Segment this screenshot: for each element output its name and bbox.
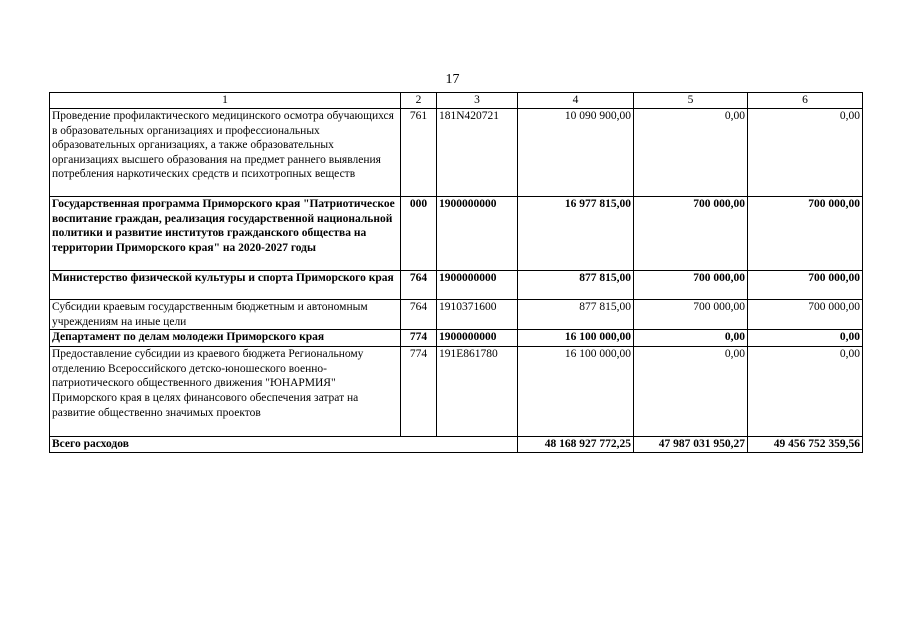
row-gov-code: 774 — [401, 330, 437, 347]
total-label: Всего расходов — [50, 437, 518, 453]
table-row — [50, 197, 863, 271]
total-amount-2: 47 987 031 950,27 — [634, 437, 748, 453]
row-gov-code: 761 — [401, 109, 437, 197]
row-amount-1: 16 977 815,00 — [518, 197, 634, 271]
row-amount-3: 700 000,00 — [748, 271, 863, 300]
row-amount-2: 700 000,00 — [634, 300, 748, 330]
row-amount-2: 0,00 — [634, 330, 748, 347]
row-name: Проведение профилактического медицинского осмотра обучающихся в образовательных организациях и профессиональных образовательных организациях, а также образовательных организациях высшего образования на предмет раннего выявления потребления наркотических средств и психотропных веществ — [50, 109, 401, 197]
row-amount-3: 0,00 — [748, 330, 863, 347]
row-amount-1: 16 100 000,00 — [518, 330, 634, 347]
row-amount-1: 10 090 900,00 — [518, 109, 634, 197]
column-header: 1 — [50, 93, 401, 109]
row-target-code: 1900000000 — [437, 271, 518, 300]
row-amount-1: 877 815,00 — [518, 300, 634, 330]
column-header: 4 — [518, 93, 634, 109]
row-name: Предоставление субсидии из краевого бюджета Региональному отделению Всероссийского детско-юношеского военно-патриотического общественного движения "ЮНАРМИЯ" Приморского края в целях финансового обеспечения затрат на развитие общественно значимых проектов — [50, 347, 401, 437]
column-header: 2 — [401, 93, 437, 109]
row-name: Министерство физической культуры и спорта Приморского края — [50, 271, 401, 300]
column-header: 3 — [437, 93, 518, 109]
table-header-row — [50, 93, 863, 109]
row-target-code: 1900000000 — [437, 330, 518, 347]
row-amount-1: 16 100 000,00 — [518, 347, 634, 437]
page-number: 17 — [445, 72, 460, 87]
row-gov-code: 000 — [401, 197, 437, 271]
table-row — [50, 330, 863, 347]
budget-table — [49, 92, 863, 453]
table-row — [50, 300, 863, 330]
row-target-code: 1900000000 — [437, 197, 518, 271]
row-gov-code: 764 — [401, 300, 437, 330]
row-amount-3: 0,00 — [748, 109, 863, 197]
row-name: Субсидии краевым государственным бюджетным и автономным учреждениям на иные цели — [50, 300, 401, 330]
row-amount-2: 700 000,00 — [634, 271, 748, 300]
row-target-code: 181N420721 — [437, 109, 518, 197]
row-gov-code: 774 — [401, 347, 437, 437]
row-target-code: 1910371600 — [437, 300, 518, 330]
row-amount-2: 700 000,00 — [634, 197, 748, 271]
total-amount-1: 48 168 927 772,25 — [518, 437, 634, 453]
row-amount-3: 700 000,00 — [748, 197, 863, 271]
row-name: Департамент по делам молодежи Приморского края — [50, 330, 401, 347]
row-amount-1: 877 815,00 — [518, 271, 634, 300]
total-row — [50, 437, 863, 453]
table-row — [50, 109, 863, 197]
column-header: 6 — [748, 93, 863, 109]
row-amount-2: 0,00 — [634, 109, 748, 197]
row-amount-3: 0,00 — [748, 347, 863, 437]
row-gov-code: 764 — [401, 271, 437, 300]
table-row — [50, 271, 863, 300]
row-name: Государственная программа Приморского края "Патриотическое воспитание граждан, реализация государственной национальной политики и развитие институтов гражданского общества на территории Приморского края" на 2020-2027 годы — [50, 197, 401, 271]
table-row — [50, 347, 863, 437]
row-amount-2: 0,00 — [634, 347, 748, 437]
row-amount-3: 700 000,00 — [748, 300, 863, 330]
row-target-code: 191E861780 — [437, 347, 518, 437]
column-header: 5 — [634, 93, 748, 109]
total-amount-3: 49 456 752 359,56 — [748, 437, 863, 453]
